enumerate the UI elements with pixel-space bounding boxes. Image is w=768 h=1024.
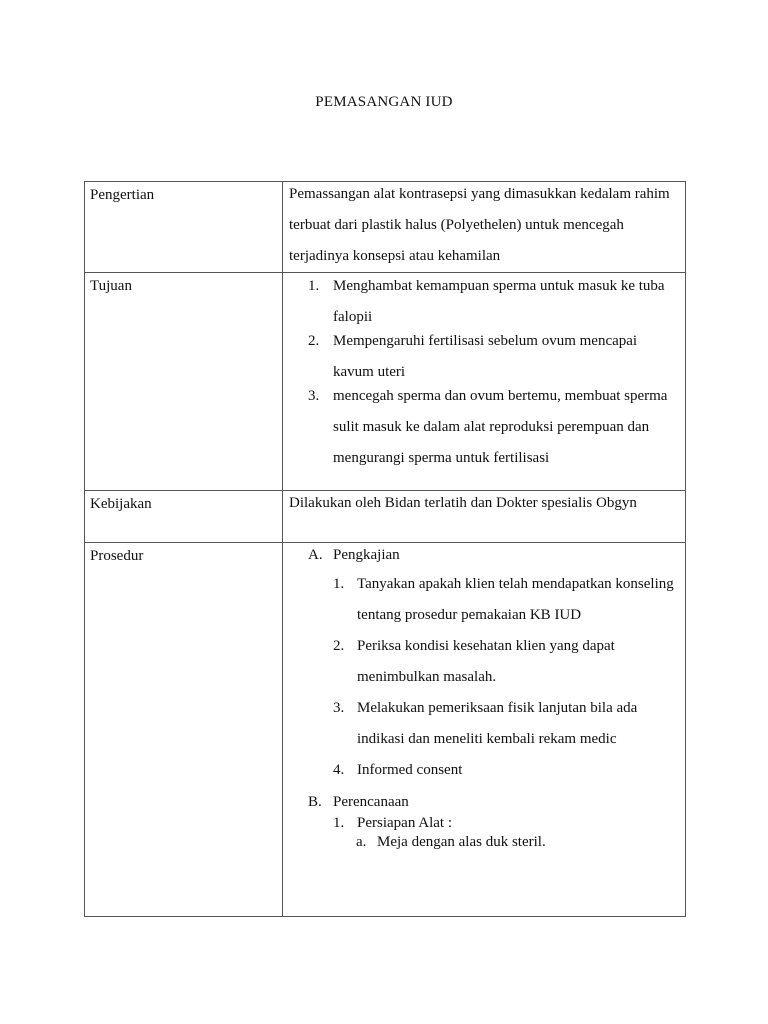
table-row-kebijakan xyxy=(85,491,686,543)
prosedur-section-b: B. Perencanaan xyxy=(308,794,409,810)
label-kebijakan: Kebijakan xyxy=(85,491,283,543)
list-item: 3. Melakukan pemeriksaan fisik lanjutan bila ada indikasi dan meneliti kembali rekam medic xyxy=(333,700,638,747)
list-item: 1. Tanyakan apakah klien telah mendapatkan konseling tentang prosedur pemakaian KB IUD xyxy=(333,576,674,623)
page-title: PEMASANGAN IUD xyxy=(315,94,453,110)
list-item: 1. Menghambat kemampuan sperma untuk masuk ke tuba falopii xyxy=(308,278,665,325)
kebijakan-text: Dilakukan oleh Bidan terlatih dan Dokter spesialis Obgyn xyxy=(289,495,637,511)
content-pengertian xyxy=(283,182,686,273)
meja-item: a. Meja dengan alas duk steril. xyxy=(356,834,546,850)
table-row-prosedur xyxy=(85,543,686,917)
content-kebijakan xyxy=(283,491,686,543)
label-tujuan: Tujuan xyxy=(85,273,283,491)
prosedur-section-a: A. Pengkajian xyxy=(308,547,400,563)
content-prosedur xyxy=(283,543,686,917)
pengertian-text: Pemassangan alat kontrasepsi yang dimasukkan kedalam rahim terbuat dari plastik halus (Polyethelen) untuk mencegah terjadinya konsepsi atau kehamilan xyxy=(289,186,670,264)
list-item: 4. Informed consent xyxy=(333,762,463,778)
list-item: 3. mencegah sperma dan ovum bertemu, membuat sperma sulit masuk ke dalam alat reproduksi perempuan dan mengurangi sperma untuk fertilisasi xyxy=(308,388,668,466)
pengkajian-list xyxy=(289,569,681,786)
tujuan-list xyxy=(289,270,681,474)
list-item: 2. Periksa kondisi kesehatan klien yang dapat menimbulkan masalah. xyxy=(333,638,615,685)
label-pengertian: Pengertian xyxy=(85,182,283,273)
table-row-tujuan xyxy=(85,273,686,491)
list-item: 2. Mempengaruhi fertilisasi sebelum ovum mencapai kavum uteri xyxy=(308,333,638,380)
sop-table xyxy=(84,181,686,917)
persiapan-alat-item: 1. Persiapan Alat : xyxy=(333,815,452,831)
table-row-pengertian xyxy=(85,182,686,273)
content-tujuan xyxy=(283,273,686,491)
label-prosedur: Prosedur xyxy=(85,543,283,917)
